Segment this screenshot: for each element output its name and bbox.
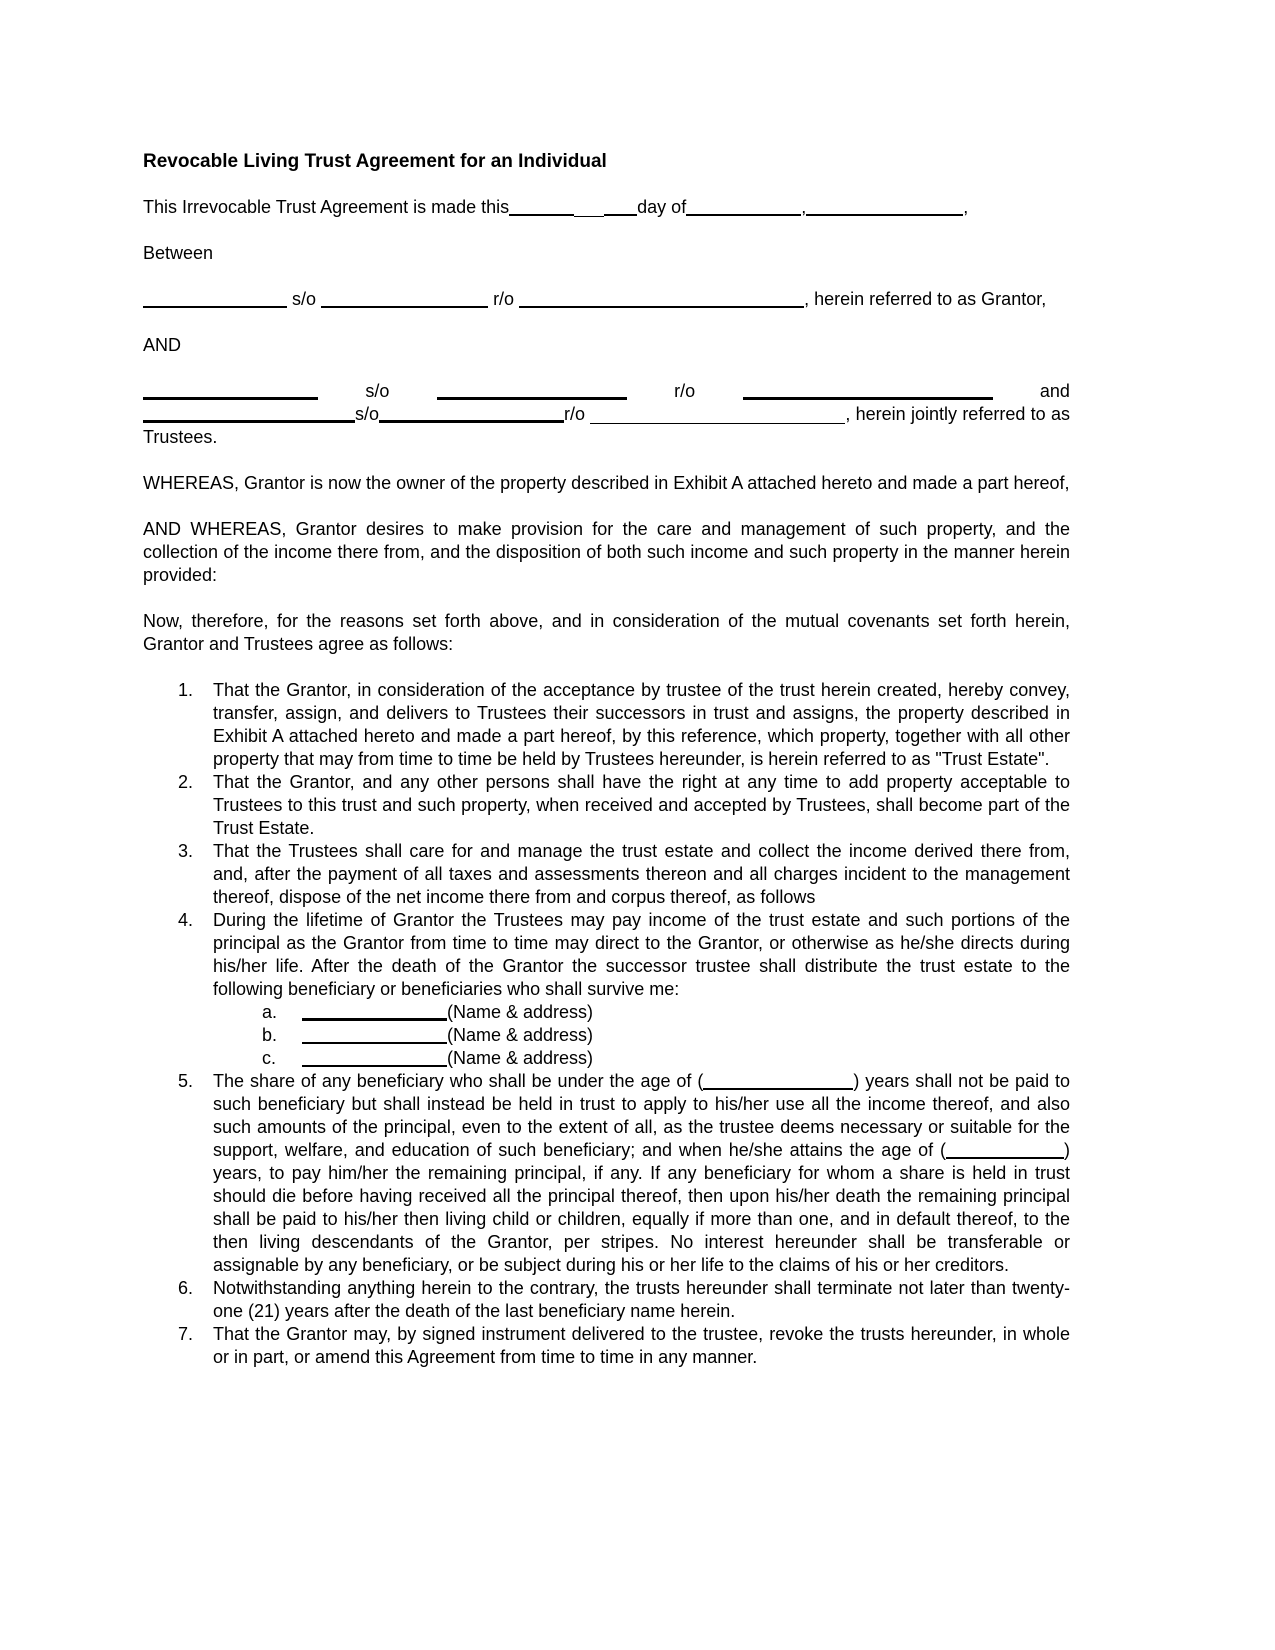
list-item bbox=[143, 840, 1070, 909]
blank-field bbox=[604, 214, 637, 216]
item-number: 3. bbox=[178, 841, 194, 861]
blank-field bbox=[379, 420, 564, 423]
blank-field bbox=[302, 1042, 447, 1044]
beneficiary-letter: a. bbox=[262, 1002, 278, 1022]
item-text: That the Grantor may, by signed instrument delivered to the trustee, revoke the trusts hereunder, in whole or in part, or amend this Agreement from time to time in any manner. bbox=[213, 1324, 1070, 1367]
ro-label: r/o bbox=[493, 289, 515, 309]
trustee-clause-tail: , herein jointly referred to as Trustees. bbox=[143, 404, 1070, 447]
beneficiary-letter: c. bbox=[262, 1048, 277, 1068]
comma: , bbox=[801, 197, 807, 217]
blank-field bbox=[509, 214, 574, 216]
item-text: That the Grantor, and any other persons shall have the right at any time to add property acceptable to Trustees to this trust and such property, when received and accepted by Trustees, shall become part of the Trust Estate. bbox=[213, 772, 1070, 838]
item-text: ) years, to pay him/her the remaining principal, if any. If any beneficiary for whom a share is held in trust should die before having received all the principal thereof, then upon his/her death the remaining principal shall be paid to his/her then living child or children, equally if more than one, and in default thereof, to the then living descendants of the Grantor, per stripes. No interest hereunder shall be transferable or assignable by any beneficiary, or be subject during his or her life to the claims of his or her creditors. bbox=[213, 1140, 1070, 1275]
blank-field bbox=[302, 1018, 447, 1021]
ro-label: r/o bbox=[564, 404, 586, 424]
item-number: 6. bbox=[178, 1278, 194, 1298]
beneficiary-label: (Name & address) bbox=[447, 1048, 594, 1068]
so-label: s/o bbox=[292, 289, 317, 309]
beneficiary-letter: b. bbox=[262, 1025, 278, 1045]
list-item bbox=[143, 679, 1070, 771]
blank-field bbox=[143, 306, 287, 308]
blank-field bbox=[806, 214, 963, 216]
so-label: s/o bbox=[355, 404, 380, 424]
grantor-clause-tail: , herein referred to as Grantor, bbox=[804, 289, 1047, 309]
grantor-clause bbox=[143, 288, 1070, 311]
intro-paragraph bbox=[143, 196, 1070, 219]
blank-field bbox=[437, 397, 627, 400]
and-whereas-paragraph: AND WHEREAS, Grantor desires to make provision for the care and management of such property, and the collection of the income there from, and the disposition of both such income and such property in the manner herein provided: bbox=[143, 519, 1070, 585]
list-item bbox=[143, 771, 1070, 840]
item-text: Notwithstanding anything herein to the contrary, the trusts hereunder shall terminate not later than twenty-one (21) years after the death of the last beneficiary name herein. bbox=[213, 1278, 1070, 1321]
item-body bbox=[213, 909, 1070, 1070]
blank-field bbox=[703, 1088, 853, 1090]
item-number: 7. bbox=[178, 1324, 194, 1344]
item-text: During the lifetime of Grantor the Trustees may pay income of the trust estate and such portions of the principal as the Grantor from time to time may direct to the Grantor, or otherwise as he/she directs during his/her life. After the death of the Grantor the successor trustee shall distribute the trust estate to the following beneficiary or beneficiaries who shall survive me: bbox=[213, 910, 1070, 999]
blank-field bbox=[519, 306, 804, 308]
list-item bbox=[143, 1070, 1070, 1277]
item-body bbox=[213, 1070, 1070, 1277]
item-text: That the Grantor, in consideration of the acceptance by trustee of the trust herein created, hereby convey, transfer, assign, and delivers to Trustees their successors in trust and assigns, the property described in Exhibit A attached hereto and made a part hereof, by this reference, which property, together with all other property that may from time to time be held by Trustees hereunder, is herein referred to as "Trust Estate". bbox=[213, 680, 1070, 769]
beneficiary-row bbox=[262, 1047, 1070, 1070]
blank-field bbox=[143, 420, 355, 423]
trustee-line-1 bbox=[143, 380, 1070, 403]
blank-field bbox=[321, 306, 488, 308]
item-number: 5. bbox=[178, 1071, 194, 1091]
trustee-line-2 bbox=[143, 403, 1070, 449]
item-number: 4. bbox=[178, 910, 194, 930]
blank-field bbox=[302, 1065, 447, 1067]
item-text: That the Trustees shall care for and manage the trust estate and collect the income derived there from, and, after the payment of all taxes and assessments thereon and all charges incident to the management thereof, dispose of the net income there from and corpus thereof, as follows bbox=[213, 841, 1070, 907]
list-item bbox=[143, 1323, 1070, 1369]
intro-lead-text: This Irrevocable Trust Agreement is made this bbox=[143, 197, 510, 217]
blank-field bbox=[686, 214, 801, 216]
so-label: s/o bbox=[365, 381, 390, 401]
now-therefore-paragraph: Now, therefore, for the reasons set forth above, and in consideration of the mutual covenants set forth herein, Grantor and Trustees agree as follows: bbox=[143, 611, 1070, 654]
day-of-label: day of bbox=[637, 197, 687, 217]
between-word: Between bbox=[143, 243, 214, 263]
blank-field bbox=[143, 397, 318, 400]
item-text: ) years shall not be paid to such beneficiary but shall instead be held in trust to apply to his/her use all the income thereof, and also such amounts of the principal, even to the extent of all, as the trustee deems necessary or suitable for the support, welfare, and education of such beneficiary; and when he/she attains the age of ( bbox=[213, 1071, 1071, 1160]
blank-field bbox=[946, 1157, 1064, 1159]
blank-field bbox=[590, 423, 845, 424]
list-item bbox=[143, 1277, 1070, 1323]
whereas-paragraph: WHEREAS, Grantor is now the owner of the property described in Exhibit A attached hereto and made a part hereof, bbox=[143, 473, 1070, 493]
covenants-list bbox=[143, 679, 1070, 1369]
blank-field bbox=[574, 216, 604, 217]
document-title: Revocable Living Trust Agreement for an Individual bbox=[143, 151, 607, 172]
comma: , bbox=[963, 197, 969, 217]
beneficiary-row bbox=[262, 1024, 1070, 1047]
and-label: and bbox=[1039, 381, 1070, 401]
item-number: 1. bbox=[178, 680, 194, 700]
and-word: AND bbox=[143, 335, 182, 355]
item-number: 2. bbox=[178, 772, 194, 792]
item-text: The share of any beneficiary who shall be under the age of ( bbox=[213, 1071, 704, 1091]
blank-field bbox=[743, 397, 993, 400]
beneficiary-row bbox=[262, 1001, 1070, 1024]
beneficiary-label: (Name & address) bbox=[447, 1002, 594, 1022]
list-item bbox=[143, 909, 1070, 1070]
ro-label: r/o bbox=[674, 381, 696, 401]
beneficiary-label: (Name & address) bbox=[447, 1025, 594, 1045]
